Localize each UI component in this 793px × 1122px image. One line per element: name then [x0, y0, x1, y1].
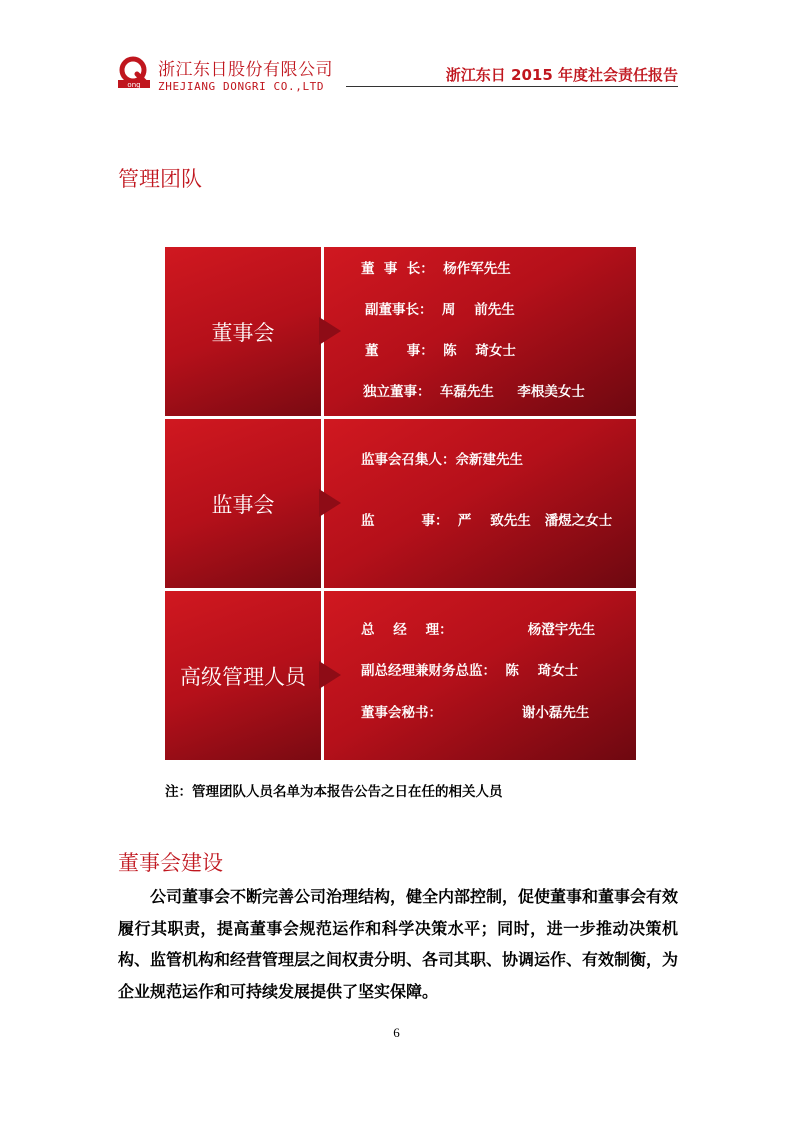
member-line: 董 事 长： 杨作军先生 [361, 261, 511, 277]
team-note: 注：管理团队人员名单为本报告公告之日在任的相关人员 [165, 784, 503, 800]
logo-text: ong [127, 81, 141, 88]
company-name-cn: 浙江东日股份有限公司 [158, 60, 333, 80]
board-building-paragraph: 公司董事会不断完善公司治理结构，健全内部控制，促使董事和董事会有效履行其职责，提高董事会规范运作和科学决策水平；同时，进一步推动决策机构、监管机构和经营管理层之间权责分明、各司其职、协调运作、有效制衡，为企业规范运作和可持续发展提供了坚实保障。 [118, 887, 679, 1001]
org-members-board [324, 247, 636, 416]
member-line: 总 经 理： 杨澄宇先生 [361, 622, 596, 638]
org-members-senior-management [324, 591, 636, 760]
member-line: 董事会秘书： 谢小磊先生 [361, 705, 590, 721]
section-title-board-building: 董事会建设 [118, 851, 223, 875]
arrow-icon [319, 489, 341, 517]
arrow-icon [319, 317, 341, 345]
section-title-management-team: 管理团队 [118, 167, 202, 191]
member-line: 监事会召集人：佘新建先生 [361, 452, 523, 468]
company-logo [118, 56, 150, 88]
company-name-en: ZHEJIANG DONGRI CO.,LTD [158, 80, 325, 93]
page-number: 6 [393, 1025, 400, 1040]
management-org-chart [165, 247, 636, 760]
page-header [118, 52, 678, 98]
org-row-board [165, 247, 636, 416]
org-label-senior-management: 高级管理人员 [165, 591, 321, 760]
report-title: 浙江东日 2015 年度社会责任报告 [445, 66, 678, 84]
org-members-supervisory [324, 419, 636, 588]
org-row-senior-management [165, 591, 636, 760]
org-label-board: 董事会 [165, 247, 321, 416]
member-line: 监 事： 严 致先生 潘煜之女士 [361, 513, 613, 529]
header-divider [346, 86, 678, 87]
org-row-supervisory [165, 419, 636, 588]
member-line: 副总经理兼财务总监： 陈 琦女士 [361, 663, 579, 679]
org-label-supervisory: 监事会 [165, 419, 321, 588]
member-line: 副董事长： 周 前先生 [365, 302, 515, 318]
arrow-icon [319, 661, 341, 689]
member-line: 独立董事： 车磊先生 李根美女士 [363, 384, 585, 400]
member-line: 董 事： 陈 琦女士 [365, 343, 516, 359]
